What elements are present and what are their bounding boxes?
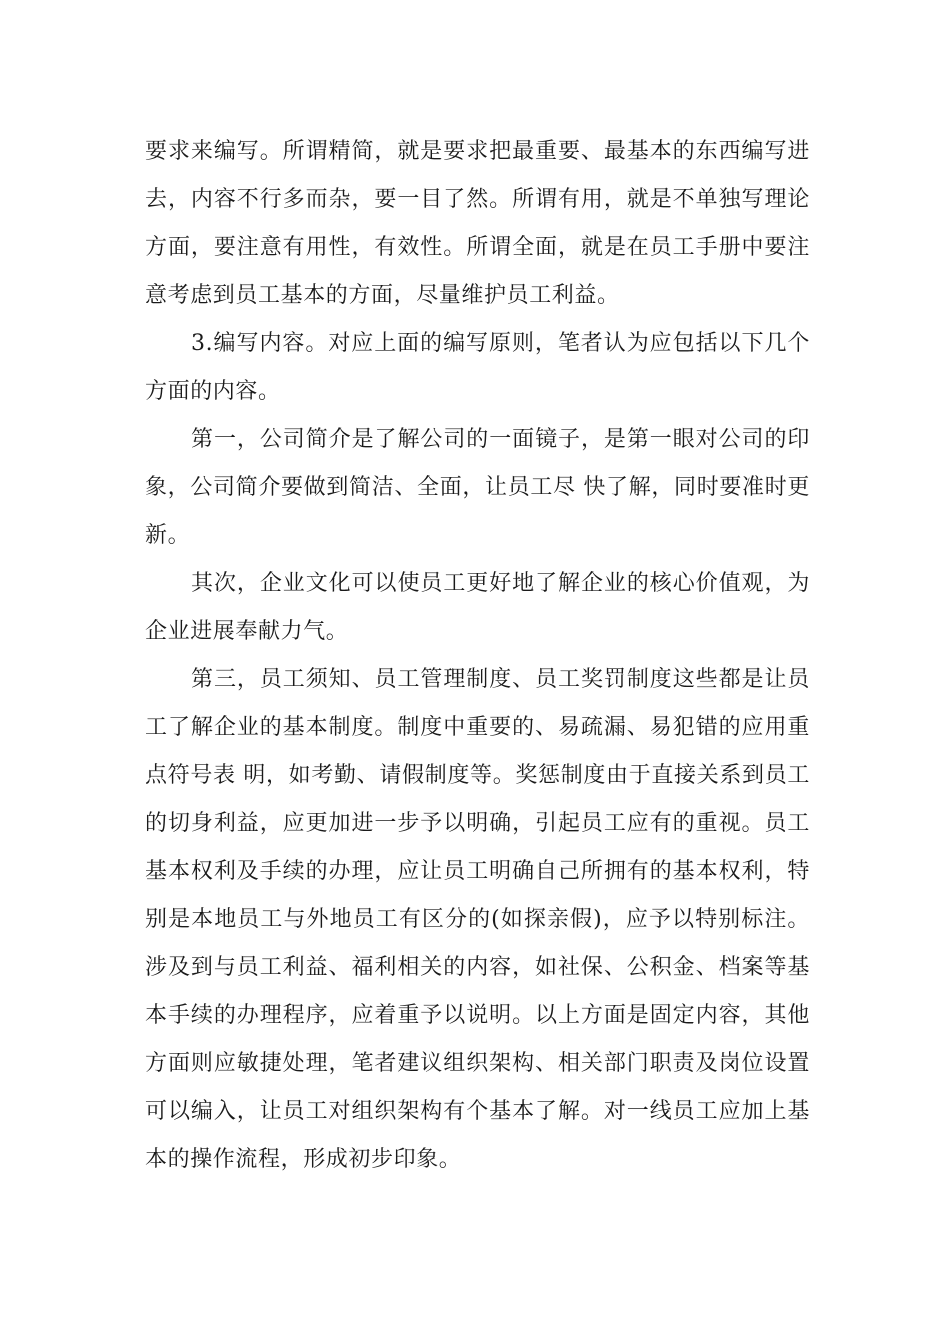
paragraph-3: 第一，公司简介是了解公司的一面镜子，是第一眼对公司的印象，公司简介要做到简洁、全面，让员工尽 快了解，同时要准时更新。 bbox=[145, 427, 810, 548]
paragraph-2: 3.编写内容。对应上面的编写原则，笔者认为应包括以下几个方面的内容。 bbox=[145, 331, 810, 404]
paragraph-5: 第三，员工须知、员工管理制度、员工奖罚制度这些都是让员工了解企业的基本制度。制度中重要的、易疏漏、易犯错的应用重点符号表 明，如考勤、请假制度等。奖惩制度由于直接关系到员工的切身利益，应更加进一步予以明确，引起员工应有的重视。员工基本权利及手续的办理，应让员工明确自己所拥有的基本权利，特别是本地员工与外地员工有区分的(如探亲假)，应予以特别标注。涉及到与员工利益、福利相关的内容，如社保、公积金、档案等基本手续的办理程序，应着重予以说明。以上方面是固定内容，其他方面则应敏捷处理，笔者建议组织架构、相关部门职责及岗位设置可以编入，让员工对组织架构有个基本了解。对一线员工应加上基本的操作流程，形成初步印象。 bbox=[145, 667, 810, 1172]
paragraph-1: 要求来编写。所谓精简，就是要求把最重要、最基本的东西编写进去，内容不行多而杂，要一目了然。所谓有用，就是不单独写理论方面，要注意有用性，有效性。所谓全面，就是在员工手册中要注意考虑到员工基本的方面，尽量维护员工利益。 bbox=[145, 139, 810, 308]
document-body bbox=[145, 128, 810, 1184]
paragraph-4: 其次，企业文化可以使员工更好地了解企业的核心价值观，为企业进展奉献力气。 bbox=[145, 571, 810, 644]
